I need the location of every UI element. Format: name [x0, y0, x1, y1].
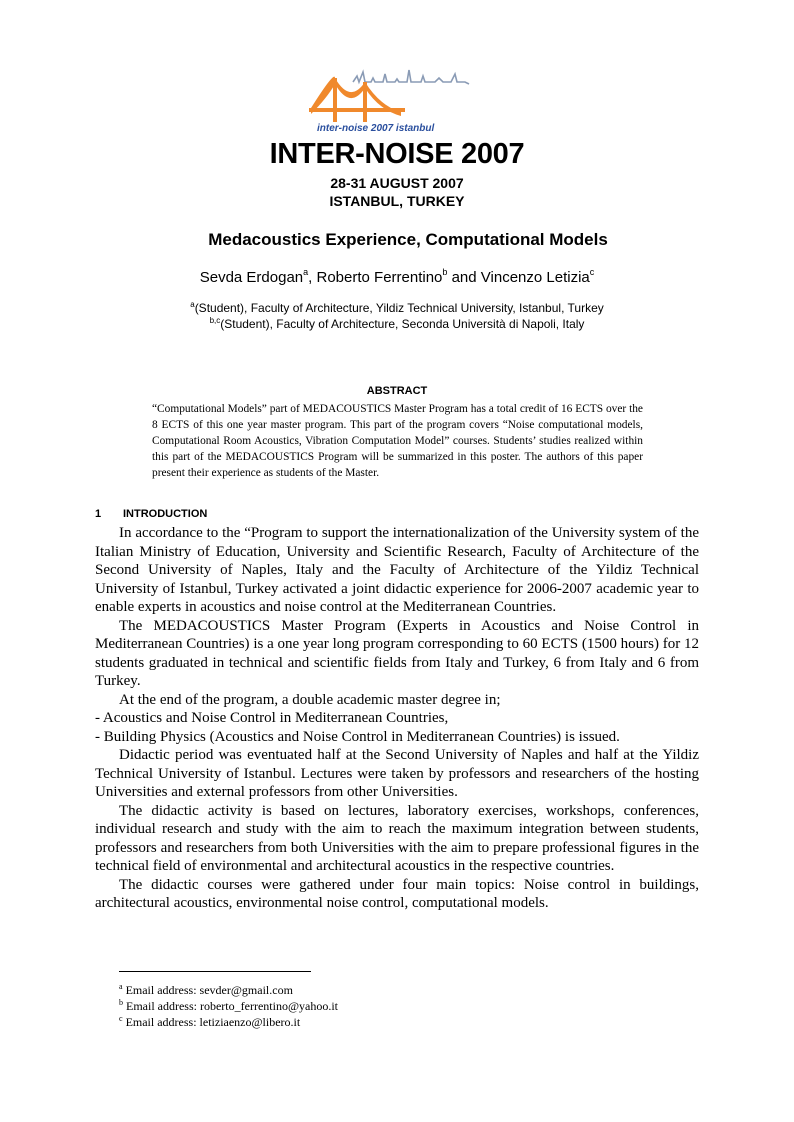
footnote-text: Email address: letiziaenzo@libero.it — [125, 1015, 301, 1029]
affiliation-mark: a — [190, 300, 195, 309]
section-number: 1 — [95, 508, 102, 520]
conference-date: 28-31 AUGUST 2007 — [330, 175, 464, 191]
affiliation — [0, 301, 794, 315]
affiliation-mark: b,c — [209, 316, 221, 325]
affiliation — [0, 317, 794, 331]
conference-place: ISTANBUL, TURKEY — [329, 193, 465, 209]
author-name: Sevda Erdogan — [199, 269, 304, 286]
conference-logo — [305, 64, 495, 136]
paragraph: In accordance to the “Program to support the internationalization of the University system of the Italian Ministry of Education, University and Scientific Research, Faculty of Architecture of the Second University of Naples, Italy and the Faculty of Architecture of the Yildiz Technical University of Istanbul, Turkey activated a joint didactic experience for 2006-2007 academic year to enable experts in acoustics and noise control at the Mediterranean Countries. — [95, 525, 699, 615]
introduction-body — [95, 524, 699, 913]
affiliation-text: (Student), Faculty of Architecture, Yildiz Technical University, Istanbul, Turkey — [194, 301, 604, 315]
footnote-divider — [119, 971, 311, 972]
conference-title: INTER-NOISE 2007 — [269, 138, 525, 170]
author-name: Vincenzo Letizia — [480, 269, 590, 286]
footnote-text: Email address: roberto_ferrentino@yahoo.it — [126, 999, 338, 1013]
author-list — [0, 269, 794, 286]
footnote — [119, 1014, 338, 1030]
section-heading — [95, 508, 207, 520]
author-name: Roberto Ferrentino — [316, 269, 443, 286]
paragraph: The MEDACOUSTICS Master Program (Experts in Acoustics and Noise Control in Mediterranean Countries) is a one year long program corresponding to 60 ECTS (1500 hours) for 12 students graduated in technical and scientific fields from Italy and Turkey, 6 from Italy and 6 from Turkey. — [95, 617, 699, 689]
abstract-heading: ABSTRACT — [366, 385, 428, 397]
footnote-mark: a — [119, 982, 123, 991]
footnotes — [119, 982, 338, 1030]
paragraph: The didactic activity is based on lectures, laboratory exercises, workshops, conferences, individual research and study with the aim to reach the maximum integration between students, professors and researchers from both Universities with the aim to prepare professional figures in the technical field of environmental and architectural acoustics in the respective countries. — [95, 802, 699, 874]
author-mark: b — [442, 267, 448, 277]
section-title: INTRODUCTION — [123, 508, 208, 520]
paragraph: The didactic courses were gathered under four main topics: Noise control in buildings, architectural acoustics, environmental noise control, computational models. — [95, 876, 699, 911]
affiliation-text: (Student), Faculty of Architecture, Seconda Università di Napoli, Italy — [220, 317, 585, 331]
footnote — [119, 998, 338, 1014]
logo-caption: inter-noise 2007 istanbul — [317, 123, 435, 134]
paper-title: Medacoustics Experience, Computational Models — [208, 230, 608, 249]
footnote — [119, 982, 338, 998]
list-item: - Building Physics (Acoustics and Noise Control in Mediterranean Countries) is issued. — [95, 728, 620, 745]
paragraph: At the end of the program, a double academic master degree in; — [119, 691, 501, 708]
author-separator: , — [308, 269, 317, 286]
bridge-logo-icon — [305, 64, 495, 136]
footnote-mark: c — [119, 1014, 123, 1023]
paragraph: Didactic period was eventuated half at the Second University of Naples and half at the Yildiz Technical University of Istanbul. Lectures were taken by professors and researchers of the hosting Universities and external professors from other Universities. — [95, 747, 699, 800]
author-separator: and — [447, 269, 481, 286]
author-mark: a — [303, 267, 309, 277]
footnote-mark: b — [119, 998, 123, 1007]
abstract-body: “Computational Models” part of MEDACOUSTICS Master Program has a total credit of 16 ECTS over the 8 ECTS of this one year master program. This part of the program covers “Noise computational models, Computational Room Acoustics, Vibration Computation Model” courses. Students’ studies realized within this part of the MEDACOUSTICS Program will be summarized in this poster. The authors of this paper present their experience as students of the Master. — [152, 403, 643, 479]
footnote-text: Email address: sevder@gmail.com — [125, 983, 293, 997]
list-item: - Acoustics and Noise Control in Mediterranean Countries, — [95, 710, 449, 726]
author-mark: c — [589, 267, 595, 277]
